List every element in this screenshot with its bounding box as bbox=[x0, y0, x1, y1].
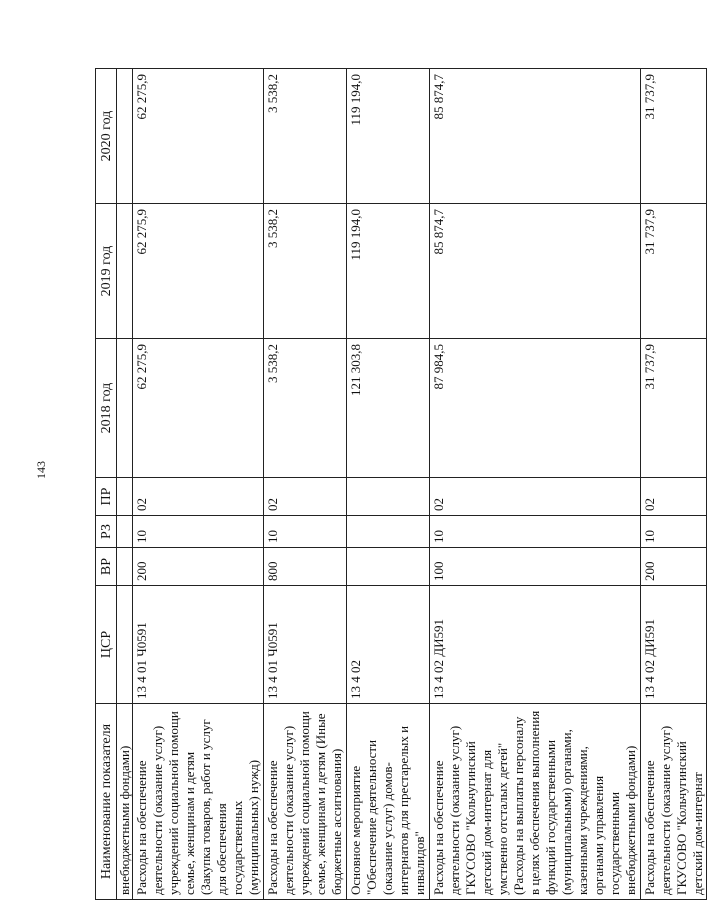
row-2018: 62 275,9 bbox=[133, 339, 264, 478]
row-2019: 3 538,2 bbox=[264, 204, 347, 339]
row-2020: 85 874,7 bbox=[430, 69, 641, 204]
header-name: Наименование показателя bbox=[96, 704, 117, 900]
header-vr: ВР bbox=[96, 548, 117, 586]
row-csr: 13 4 01 Ч0591 bbox=[133, 586, 264, 704]
row-2020: 62 275,9 bbox=[133, 69, 264, 204]
row-2020: 31 737,9 bbox=[641, 69, 707, 204]
row-2018: 3 538,2 bbox=[264, 339, 347, 478]
page-number: 143 bbox=[34, 461, 48, 479]
row-rz: 10 bbox=[133, 516, 264, 548]
header-csr: ЦСР bbox=[96, 586, 117, 704]
row-2019: 62 275,9 bbox=[133, 204, 264, 339]
continuation-row bbox=[117, 69, 133, 900]
header-2020: 2020 год bbox=[96, 69, 117, 204]
header-pr: ПР bbox=[96, 478, 117, 516]
row-rz: 10 bbox=[264, 516, 347, 548]
row-csr: 13 4 02 bbox=[347, 586, 430, 704]
budget-table bbox=[95, 68, 707, 900]
row-pr: 02 bbox=[264, 478, 347, 516]
row-vr: 200 bbox=[133, 548, 264, 586]
row-name: Расходы на обеспечение деятельности (оказание услуг) учреждений социальной помощи семье, женщинам и детям (Иные бюджетные ассигнования) bbox=[264, 704, 347, 900]
table-row bbox=[430, 69, 641, 900]
row-2019: 85 874,7 bbox=[430, 204, 641, 339]
table-row bbox=[641, 69, 707, 900]
header-rz: РЗ bbox=[96, 516, 117, 548]
row-rz bbox=[347, 516, 430, 548]
header-2018: 2018 год bbox=[96, 339, 117, 478]
row-2020: 119 194,0 bbox=[347, 69, 430, 204]
row-name: Расходы на обеспечение деятельности (оказание услуг) ГКУСОВО "Кольчугинский детский дом-интернат для умственно отсталых детей" (Расходы на выплаты персоналу в целях обеспечения выполнения функций государственными (муниципальными) органами, казенными учреждениями, органами управления государственными внебюджетными фондами) bbox=[430, 704, 641, 900]
row-csr: 13 4 02 ДИ591 bbox=[430, 586, 641, 704]
rotated-page bbox=[95, 69, 705, 900]
row-pr: 02 bbox=[133, 478, 264, 516]
row-vr: 800 bbox=[264, 548, 347, 586]
row-rz: 10 bbox=[641, 516, 707, 548]
row-2019: 31 737,9 bbox=[641, 204, 707, 339]
row-name: Расходы на обеспечение деятельности (оказание услуг) учреждений социальной помощи семье, женщинам и детям (Закупка товаров, работ и услуг для обеспечения государственных (муниципальных) нужд) bbox=[133, 704, 264, 900]
row-2019: 119 194,0 bbox=[347, 204, 430, 339]
row-vr: 100 bbox=[430, 548, 641, 586]
row-pr: 02 bbox=[641, 478, 707, 516]
row-2018: 31 737,9 bbox=[641, 339, 707, 478]
row-vr: 200 bbox=[641, 548, 707, 586]
table-row bbox=[264, 69, 347, 900]
row-pr: 02 bbox=[430, 478, 641, 516]
header-2019: 2019 год bbox=[96, 204, 117, 339]
continuation-text: внебюджетными фондами) bbox=[117, 704, 133, 900]
row-rz: 10 bbox=[430, 516, 641, 548]
row-2020: 3 538,2 bbox=[264, 69, 347, 204]
row-pr bbox=[347, 478, 430, 516]
row-csr: 13 4 02 ДИ591 bbox=[641, 586, 707, 704]
row-vr bbox=[347, 548, 430, 586]
row-2018: 121 303,8 bbox=[347, 339, 430, 478]
table-row bbox=[347, 69, 430, 900]
table-row bbox=[133, 69, 264, 900]
row-2018: 87 984,5 bbox=[430, 339, 641, 478]
row-name: Расходы на обеспечение деятельности (оказание услуг) ГКУСОВО "Кольчугинский детский дом-интернат bbox=[641, 704, 707, 900]
row-csr: 13 4 01 Ч0591 bbox=[264, 586, 347, 704]
table-header-row bbox=[96, 69, 117, 900]
row-name: Основное мероприятие "Обеспечение деятельности (оказание услуг) домов-интернатов для престарелых и инвалидов" bbox=[347, 704, 430, 900]
